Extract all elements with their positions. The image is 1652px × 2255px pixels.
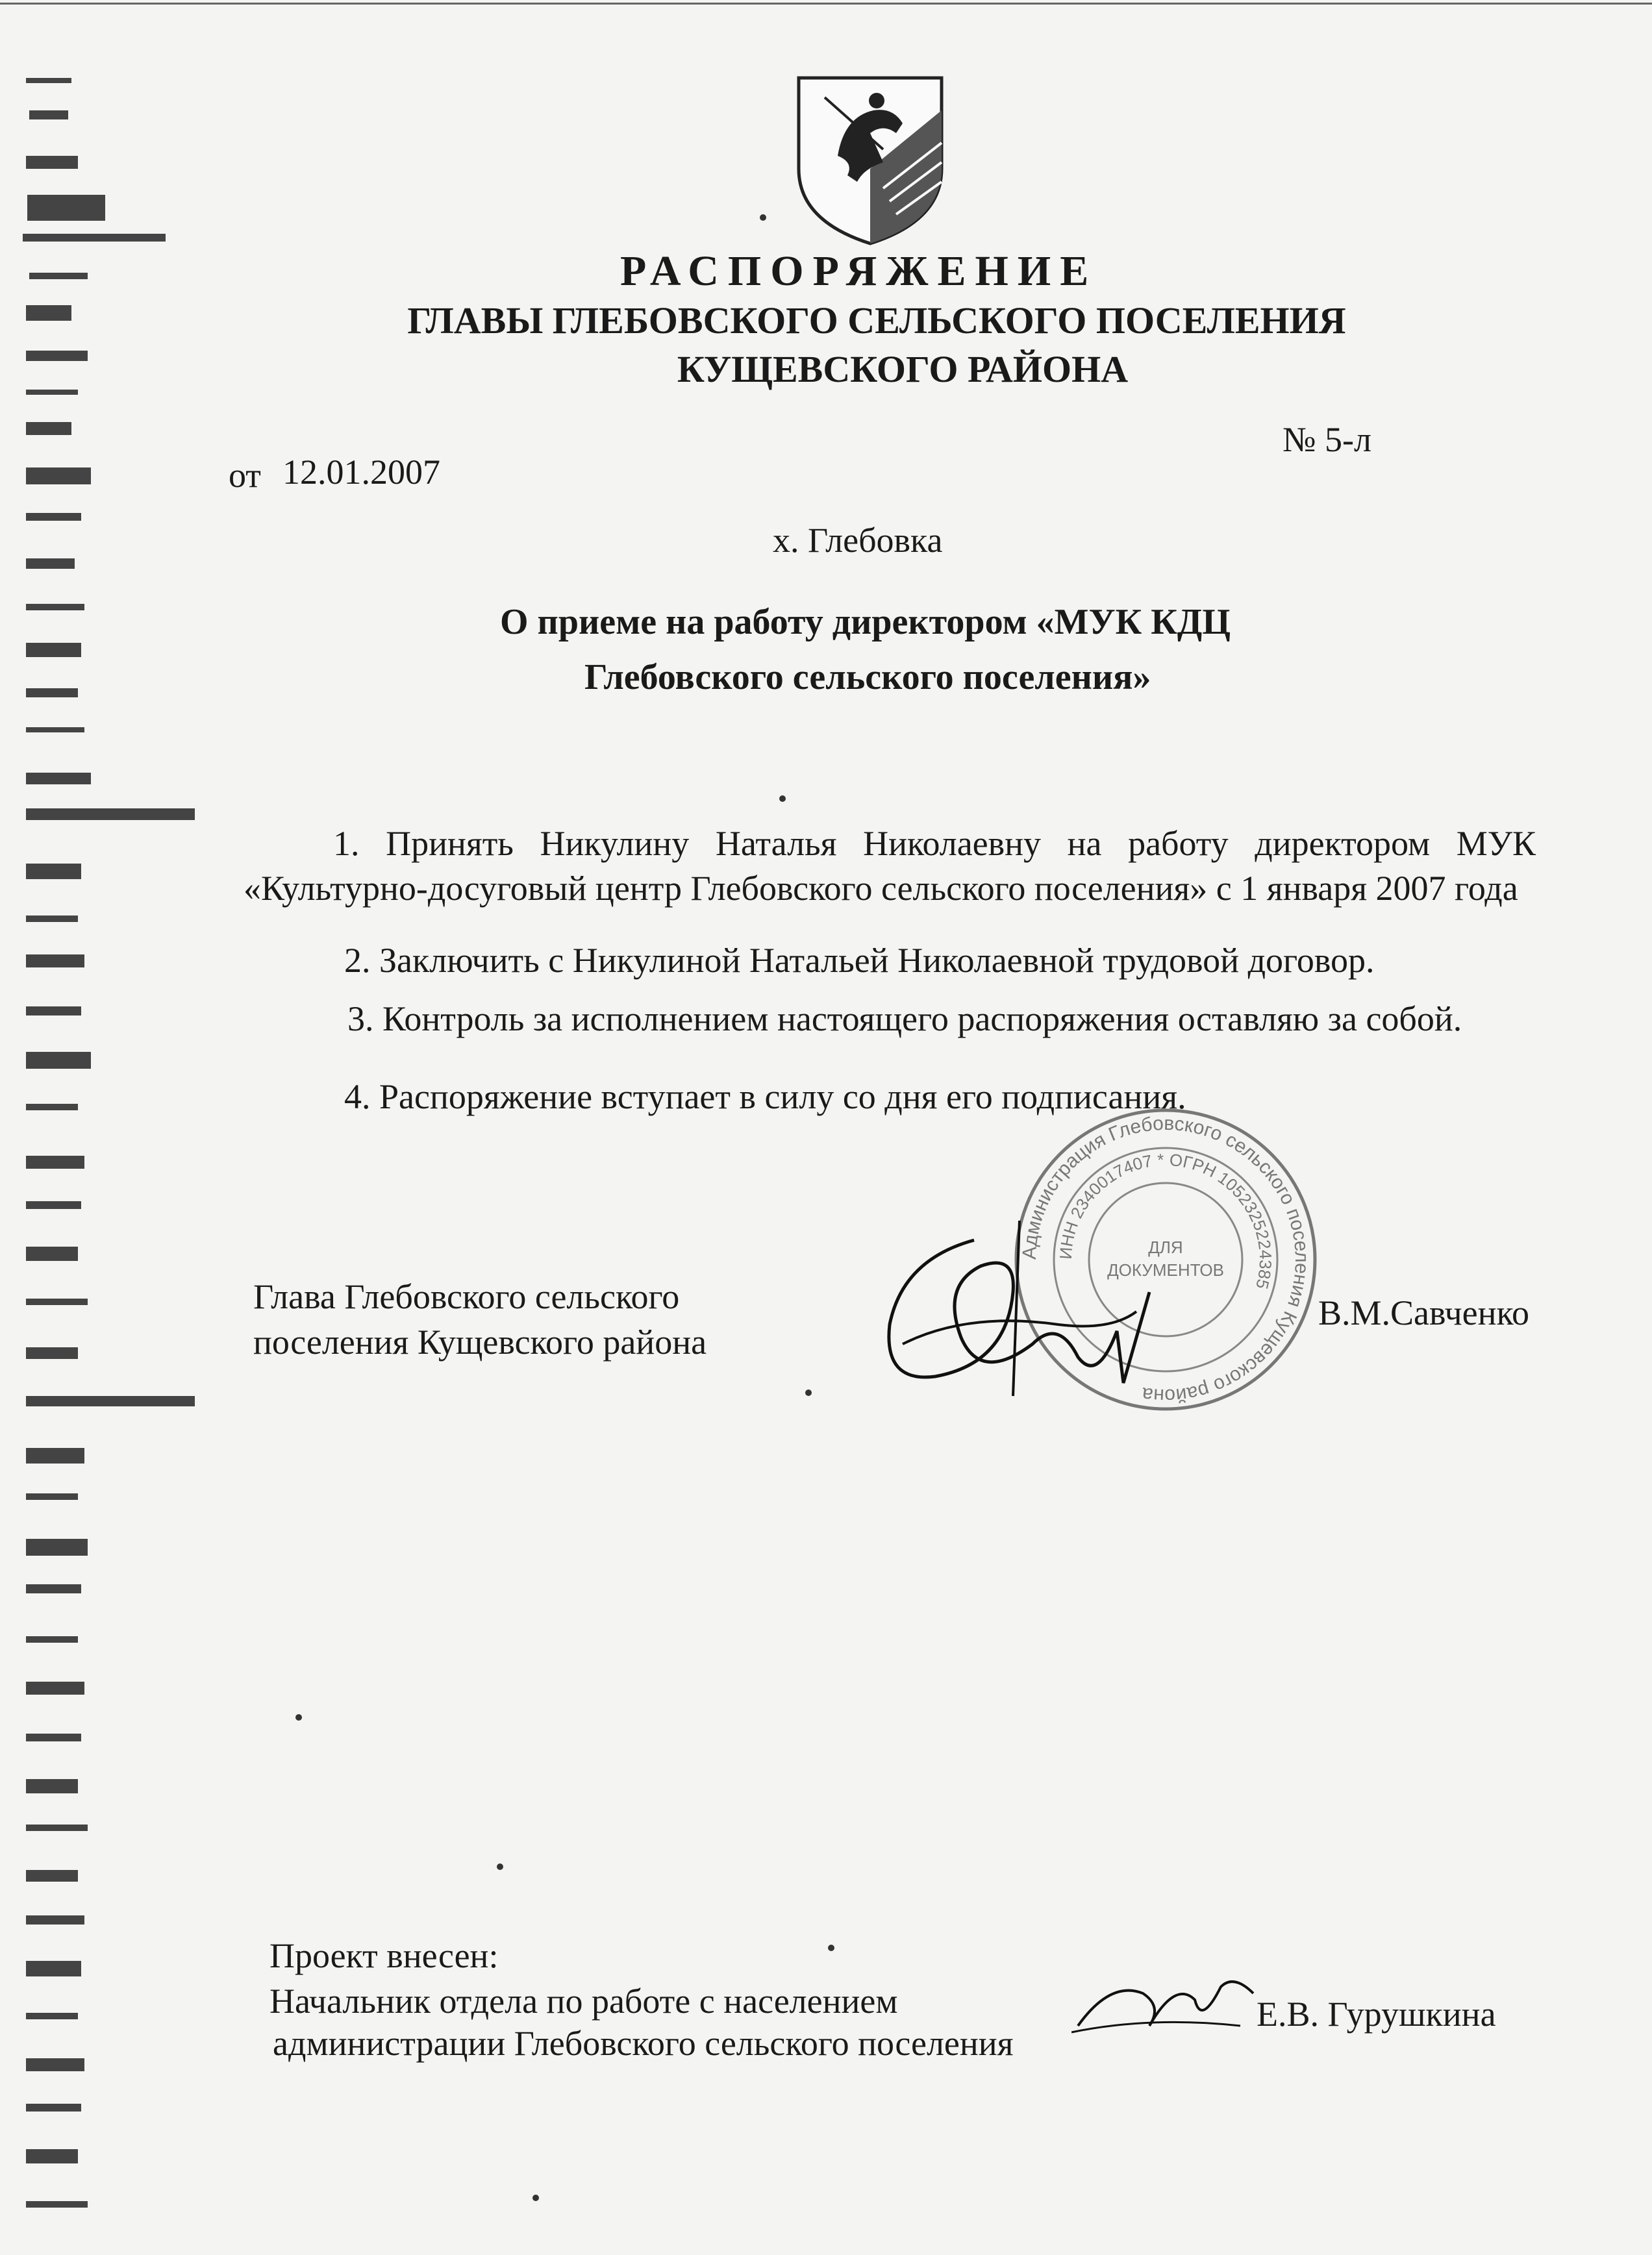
- scan-speck: [760, 214, 766, 221]
- body-paragraph-3: 3. Контроль за исполнением настоящего распоряжения оставляю за собой.: [347, 999, 1462, 1038]
- document-number: № 5-л: [1283, 420, 1371, 459]
- handwritten-signature: [864, 1214, 1188, 1428]
- scan-top-line: [0, 3, 1652, 6]
- signer-position-line2: поселения Кущевского района: [253, 1323, 707, 1362]
- scan-speck: [805, 1389, 812, 1396]
- body-paragraph-2: 2. Заключить с Никулиной Натальей Николаевной трудовой договор.: [344, 941, 1375, 980]
- scan-speck: [497, 1863, 503, 1870]
- signer-position-line1: Глава Глебовского сельского: [253, 1277, 680, 1316]
- document-title: РАСПОРЯЖЕНИЕ: [620, 247, 1098, 295]
- document-place: х. Глебовка: [773, 521, 943, 560]
- signer-name: В.М.Савченко: [1318, 1293, 1529, 1332]
- handwritten-signature-2: [1071, 1954, 1266, 2052]
- body-paragraph-1: 1. Принять Никулину Наталья Николаевну на работу директором МУК «Культурно-досуговый центр Глебовского сельского поселения» с 1 января 2007 года: [244, 824, 1536, 908]
- scan-speck: [779, 795, 786, 802]
- document-subtitle-line1: ГЛАВЫ ГЛЕБОВСКОГО СЕЛЬСКОГО ПОСЕЛЕНИЯ: [407, 299, 1346, 342]
- stamp-inner-text: ИНН 2340017407 * ОГРН 1052325224385: [1055, 1149, 1276, 1291]
- project-author-name: Е.В. Гурушкина: [1257, 1995, 1496, 2034]
- stamp-center-line1: ДЛЯ: [1148, 1238, 1183, 1257]
- document-subtitle-line2: КУЩЕВСКОГО РАЙОНА: [677, 348, 1129, 390]
- coat-of-arms-emblem: [786, 71, 955, 247]
- document-heading-line1: О приеме на работу директором «МУК КДЦ: [500, 602, 1231, 642]
- scan-speck: [828, 1945, 834, 1951]
- scan-speck: [532, 2195, 539, 2201]
- project-label: Проект внесен:: [269, 1936, 499, 1975]
- project-line2: администрации Глебовского сельского поселения: [273, 2024, 1014, 2063]
- project-line1: Начальник отдела по работе с населением: [269, 1982, 898, 2021]
- body-paragraph-4: 4. Распоряжение вступает в силу со дня его подписания.: [344, 1077, 1186, 1116]
- stamp-outer-text: Администрация Глебовского сельского поселения Кущевского района: [1018, 1112, 1313, 1407]
- document-date: 12.01.2007: [282, 453, 440, 492]
- scan-speck: [295, 1714, 302, 1721]
- stamp-center-line2: ДОКУМЕНТОВ: [1107, 1260, 1224, 1280]
- date-prefix: от: [229, 456, 261, 495]
- document-heading-line2: Глебовского сельского поселения»: [584, 657, 1151, 697]
- scan-edge-artifacts: [0, 0, 195, 2255]
